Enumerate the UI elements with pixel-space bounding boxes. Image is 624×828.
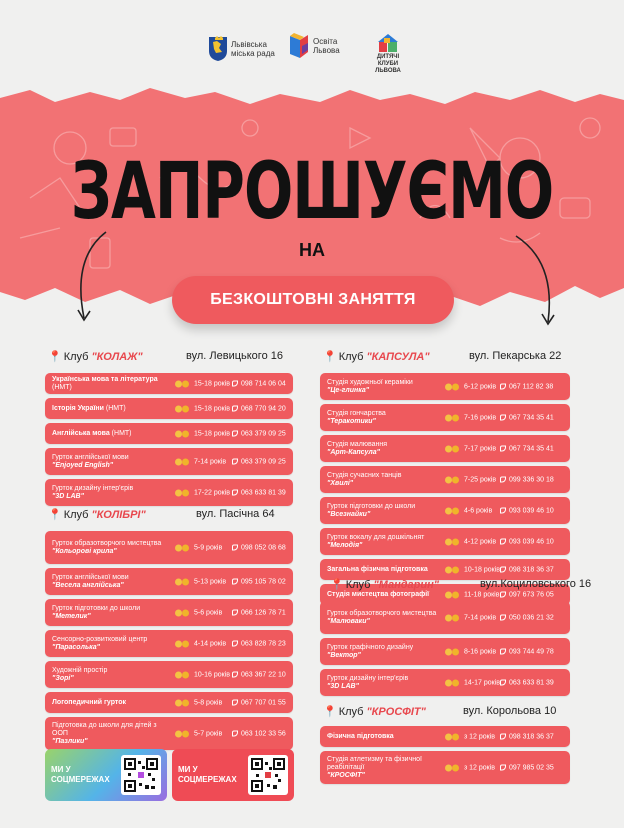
age-text: 5-8 років — [194, 699, 223, 706]
social-text: МИ У СОЦМЕРЕЖАХ — [178, 765, 237, 784]
club-heading-krosfit — [323, 705, 557, 718]
social-box-1[interactable] — [45, 749, 167, 801]
phone-text: 063 379 09 25 — [241, 458, 286, 465]
program-name — [327, 410, 447, 426]
age-text: 17-22 років — [194, 489, 230, 496]
program-name — [327, 566, 447, 574]
age-range — [445, 476, 496, 483]
age-range — [445, 733, 495, 740]
children-icon — [175, 609, 191, 616]
phone-text: 093 039 46 10 — [509, 538, 554, 545]
phone-icon — [500, 539, 506, 545]
children-icon — [445, 733, 461, 740]
phone-icon — [232, 406, 238, 412]
kluby-logo-text: ДИТЯЧІ КЛУБИ ЛЬВОВА — [375, 54, 401, 74]
age-text: 7-25 років — [464, 476, 497, 483]
program-brand-name: "Мелодія" — [327, 541, 363, 549]
program-title: Гурток підготовки до школи — [52, 604, 141, 612]
phone-icon — [500, 477, 506, 483]
age-range — [445, 679, 500, 686]
phone-number[interactable] — [500, 445, 554, 452]
program-name — [52, 722, 172, 746]
program-row — [45, 568, 293, 595]
program-name — [52, 667, 172, 683]
club-address-kapsula: вул. Пекарська 22 — [469, 350, 562, 362]
age-range — [175, 380, 230, 387]
age-text: 15-18 років — [194, 380, 230, 387]
program-name — [52, 574, 172, 590]
age-range — [175, 671, 230, 678]
phone-text: 093 039 46 10 — [509, 507, 554, 514]
program-row — [45, 599, 293, 626]
krosfit-list — [320, 726, 570, 788]
program-title: Студія атлетизму та фізичної реабілітації — [327, 755, 422, 771]
phone-text: 063 367 22 10 — [241, 671, 286, 678]
phone-icon — [500, 567, 506, 573]
program-row — [320, 601, 570, 634]
children-icon — [175, 640, 191, 647]
phone-number[interactable] — [500, 591, 554, 598]
children-icon — [445, 648, 461, 655]
program-brand-name: "Парасолька" — [52, 643, 100, 651]
program-row — [320, 638, 570, 665]
osvita-book-icon — [288, 32, 310, 60]
program-brand-name: "Весела англійська" — [52, 581, 124, 589]
phone-number[interactable] — [232, 489, 286, 496]
program-title: Студія гончарства — [327, 409, 386, 417]
program-name — [327, 534, 447, 550]
program-name — [52, 636, 172, 652]
program-title: Фізична підготовка — [327, 732, 394, 740]
age-range — [175, 640, 226, 647]
program-row — [45, 692, 293, 713]
phone-icon — [232, 579, 238, 585]
program-row — [45, 630, 293, 657]
age-range — [445, 648, 496, 655]
program-title: Гурток вокалу для дошкільнят — [327, 533, 425, 541]
phone-text: 098 318 36 37 — [509, 566, 554, 573]
phone-number[interactable] — [232, 430, 286, 437]
right-curved-arrow-icon — [512, 232, 562, 332]
program-title: Гурток графічного дизайну — [327, 643, 414, 651]
children-icon — [445, 445, 461, 452]
program-name — [327, 756, 447, 780]
age-range — [445, 538, 496, 545]
program-row — [320, 373, 570, 400]
phone-text: 098 052 08 68 — [241, 544, 286, 551]
children-icon — [175, 430, 191, 437]
hero-subtitle-na: НА — [299, 240, 325, 260]
program-row — [320, 497, 570, 524]
location-pin-icon: 📍 — [323, 706, 337, 718]
program-title: Загальна фізична підготовка — [327, 565, 428, 573]
club-heading-kapsula — [323, 350, 562, 363]
phone-text: 066 126 78 71 — [241, 609, 286, 616]
age-range — [445, 614, 496, 621]
age-text: 5-9 років — [194, 544, 223, 551]
age-text: 7-14 років — [194, 458, 227, 465]
program-name — [52, 430, 172, 438]
program-name — [52, 540, 172, 556]
program-title: Студія сучасних танців — [327, 471, 402, 479]
program-title: Художній простір — [52, 666, 108, 674]
club-label: Клуб — [63, 351, 89, 363]
phone-icon — [500, 508, 506, 514]
location-pin-icon: 📍 — [323, 351, 337, 363]
location-pin-icon: 📍 — [330, 579, 344, 591]
age-range — [175, 609, 222, 616]
program-suffix: (НМТ) — [103, 404, 126, 412]
phone-text: 067 734 35 41 — [509, 414, 554, 421]
age-range — [445, 566, 500, 573]
program-name — [52, 454, 172, 470]
phone-number[interactable] — [500, 507, 554, 514]
hero-title: ЗАПРОШУЄМО — [70, 145, 554, 237]
kluby-logo — [366, 32, 410, 75]
age-range — [175, 544, 222, 551]
phone-icon — [232, 490, 238, 496]
program-name — [52, 376, 172, 392]
phone-text: 067 734 35 41 — [509, 445, 554, 452]
phone-number[interactable] — [232, 730, 286, 737]
phone-icon — [232, 431, 238, 437]
program-name — [52, 485, 172, 501]
program-brand-name: "Вектор" — [327, 651, 361, 659]
club-address-krosfit: вул. Корольова 10 — [463, 705, 557, 717]
program-row — [320, 751, 570, 784]
age-text: 4-12 років — [464, 538, 497, 545]
program-title: Українська мова та література — [52, 375, 158, 383]
program-title: Англійська мова — [52, 429, 110, 437]
phone-text: 067 707 01 55 — [241, 699, 286, 706]
location-pin-icon: 📍 — [48, 509, 62, 521]
club-name-kolazh: "КОЛАЖ" — [91, 351, 143, 363]
children-icon — [175, 578, 191, 585]
program-suffix: (НМТ) — [109, 429, 132, 437]
phone-number[interactable] — [500, 764, 554, 771]
club-name-kolibri: "КОЛІБРІ" — [91, 509, 146, 521]
age-range — [175, 430, 230, 437]
program-title: Сенсорно-розвитковий центр — [52, 635, 148, 643]
children-icon — [445, 591, 461, 598]
phone-icon — [500, 734, 506, 740]
children-icon — [175, 458, 191, 465]
program-brand-name: "Це-глинка" — [327, 386, 370, 394]
osvita-logo — [288, 32, 353, 60]
phone-text: 097 985 02 35 — [509, 764, 554, 771]
phone-number[interactable] — [500, 733, 554, 740]
program-name — [327, 472, 447, 488]
mandaryn-list — [320, 601, 570, 700]
phone-number[interactable] — [232, 609, 286, 616]
program-title: Гурток англійської мови — [52, 453, 129, 461]
qr-code-icon[interactable] — [248, 755, 288, 795]
program-name — [52, 605, 172, 621]
phone-text: 099 336 30 18 — [509, 476, 554, 483]
age-text: 7-17 років — [464, 445, 497, 452]
age-text: 10-18 років — [464, 566, 500, 573]
age-range — [175, 730, 222, 737]
program-row — [320, 404, 570, 431]
phone-number[interactable] — [232, 578, 286, 585]
program-name — [327, 733, 447, 741]
phone-number[interactable] — [500, 648, 554, 655]
program-row — [45, 398, 293, 419]
children-icon — [445, 414, 461, 421]
program-brand-name: "Всезнайки" — [327, 510, 371, 518]
phone-number[interactable] — [232, 405, 286, 412]
program-brand-name: "Зорі" — [52, 674, 74, 682]
free-classes-banner: БЕЗКОШТОВНІ ЗАНЯТТЯ — [172, 276, 454, 324]
phone-icon — [500, 384, 506, 390]
kolibri-list — [45, 531, 293, 754]
phone-number[interactable] — [232, 671, 286, 678]
age-text: 4-14 років — [194, 640, 227, 647]
club-name-kapsula: "КАПСУЛА" — [366, 351, 430, 363]
age-range — [445, 591, 499, 598]
age-range — [445, 764, 495, 771]
age-text: 10-16 років — [194, 671, 230, 678]
program-name — [327, 503, 447, 519]
program-name — [52, 405, 172, 413]
phone-icon — [232, 459, 238, 465]
children-icon — [445, 476, 461, 483]
program-brand-name: "Малюваки" — [327, 617, 370, 625]
club-address-kolibri: вул. Пасічна 64 — [196, 508, 275, 520]
phone-text: 098 318 36 37 — [509, 733, 554, 740]
program-brand-name: "3D LAB" — [52, 492, 84, 500]
children-icon — [445, 679, 461, 686]
program-name — [327, 675, 447, 691]
program-brand-name: "3D LAB" — [327, 682, 359, 690]
program-name — [327, 644, 447, 660]
program-row — [45, 448, 293, 475]
program-brand-name: "Теракотики" — [327, 417, 376, 425]
age-text: 5-7 років — [194, 730, 223, 737]
phone-text: 068 770 94 20 — [241, 405, 286, 412]
lviv-logo-text: Львівська міська рада — [231, 40, 275, 58]
children-icon — [175, 489, 191, 496]
phone-number[interactable] — [232, 640, 286, 647]
program-name — [327, 610, 447, 626]
age-range — [175, 458, 226, 465]
children-icon — [445, 538, 461, 545]
age-text: 11-18 років — [464, 591, 500, 598]
program-row — [45, 479, 293, 506]
age-text: 5-6 років — [194, 609, 223, 616]
phone-text: 067 112 82 38 — [509, 383, 554, 390]
children-icon — [175, 730, 191, 737]
left-curved-arrow-icon — [70, 228, 110, 328]
age-range — [445, 414, 496, 421]
age-range — [445, 383, 496, 390]
phone-text: 063 633 81 39 — [241, 489, 286, 496]
phone-text: 098 714 06 04 — [241, 380, 286, 387]
phone-icon — [500, 680, 506, 686]
phone-text: 063 633 81 39 — [509, 679, 554, 686]
program-row — [320, 466, 570, 493]
lviv-city-logo — [208, 36, 281, 62]
club-address-mandaryn: вул.Коциловського 16 — [480, 578, 592, 590]
children-icon — [445, 614, 461, 621]
phone-icon — [500, 649, 506, 655]
phone-text: 093 744 49 78 — [509, 648, 554, 655]
children-icon — [445, 566, 461, 573]
children-icon — [175, 380, 191, 387]
program-brand-name: "Кольорові крила" — [52, 547, 117, 555]
phone-text: 063 102 33 56 — [241, 730, 286, 737]
social-box-2[interactable] — [172, 749, 294, 801]
phone-icon — [500, 592, 506, 598]
program-title: Гурток англійської мови — [52, 573, 129, 581]
kapsula-list — [320, 373, 570, 609]
program-suffix: (НМТ) — [52, 383, 72, 391]
phone-icon — [232, 731, 238, 737]
phone-text: 095 105 78 02 — [241, 578, 286, 585]
age-text: 6-12 років — [464, 383, 497, 390]
program-row — [45, 531, 293, 564]
phone-text: 050 036 21 32 — [509, 614, 554, 621]
phone-number[interactable] — [232, 380, 286, 387]
age-text: 4-6 років — [464, 507, 493, 514]
phone-icon — [500, 446, 506, 452]
program-title: Студія художньої кераміки — [327, 378, 413, 386]
program-title: Гурток образотворчого мистецтва — [52, 539, 162, 547]
club-heading-mandaryn — [330, 578, 592, 591]
phone-icon — [232, 610, 238, 616]
children-icon — [445, 764, 461, 771]
program-title: Студія малювання — [327, 440, 388, 448]
phone-number[interactable] — [500, 566, 554, 573]
age-text: 15-18 років — [194, 405, 230, 412]
program-brand-name: "Арт-Капсула" — [327, 448, 380, 456]
age-range — [175, 405, 230, 412]
age-text: 14-17 років — [464, 679, 500, 686]
phone-icon — [500, 615, 506, 621]
phone-number[interactable] — [232, 458, 286, 465]
phone-icon — [232, 672, 238, 678]
program-row — [45, 661, 293, 688]
phone-icon — [232, 381, 238, 387]
program-title: Історія України — [52, 404, 104, 412]
age-text: 7-14 років — [464, 614, 497, 621]
phone-number[interactable] — [500, 538, 554, 545]
program-row — [320, 435, 570, 462]
program-title: Гурток підготовки до школи — [327, 502, 416, 510]
phone-number[interactable] — [232, 544, 286, 551]
program-row — [320, 669, 570, 696]
children-icon — [175, 699, 191, 706]
header-logos — [0, 30, 624, 80]
social-text: МИ У СОЦМЕРЕЖАХ — [51, 765, 110, 784]
phone-icon — [232, 700, 238, 706]
phone-number[interactable] — [500, 614, 554, 621]
children-icon — [175, 544, 191, 551]
age-text: 5-13 років — [194, 578, 227, 585]
age-range — [175, 489, 230, 496]
phone-icon — [500, 415, 506, 421]
age-range — [175, 699, 222, 706]
program-brand-name: "Хвилі" — [327, 479, 354, 487]
age-text: 7-16 років — [464, 414, 497, 421]
club-heading-kolazh — [48, 350, 283, 363]
phone-number[interactable] — [232, 699, 286, 706]
program-title: Гурток дизайну інтер'єрів — [52, 484, 134, 492]
program-row — [45, 717, 293, 750]
program-row — [320, 559, 570, 580]
children-icon — [175, 405, 191, 412]
program-row — [320, 726, 570, 747]
phone-number[interactable] — [500, 679, 554, 686]
program-brand-name: "Пазлики" — [52, 737, 88, 745]
age-text: 8-16 років — [464, 648, 497, 655]
phone-icon — [232, 641, 238, 647]
phone-text: 097 673 76 05 — [509, 591, 554, 598]
program-name — [52, 699, 172, 707]
program-name — [327, 441, 447, 457]
phone-number[interactable] — [500, 414, 554, 421]
club-heading-kolibri — [48, 508, 275, 521]
phone-icon — [232, 545, 238, 551]
age-text: 15-18 років — [194, 430, 230, 437]
program-row — [320, 528, 570, 555]
program-name — [327, 379, 447, 395]
club-name-krosfit: "КРОСФІТ" — [366, 706, 426, 718]
club-label: Клуб — [345, 579, 371, 591]
club-label: Клуб — [338, 351, 364, 363]
kolazh-list — [45, 373, 293, 510]
program-title: Гурток дизайну інтер'єрів — [327, 674, 409, 682]
phone-number[interactable] — [500, 383, 553, 390]
program-brand-name: "КРОСФІТ" — [327, 771, 365, 779]
age-range — [445, 507, 492, 514]
location-pin-icon: 📍 — [48, 351, 62, 363]
phone-text: 063 828 78 23 — [241, 640, 286, 647]
age-text: з 12 років — [464, 764, 496, 771]
program-title: Підготовка до школи для дітей з ООП — [52, 721, 157, 737]
osvita-logo-text: Освіта Львова — [313, 37, 340, 55]
children-icon — [445, 383, 461, 390]
club-label: Клуб — [63, 509, 89, 521]
house-icon — [375, 32, 401, 54]
children-icon — [175, 671, 191, 678]
club-address-kolazh: вул. Левицького 16 — [186, 350, 283, 362]
program-title: Логопедичний гурток — [52, 698, 127, 706]
club-label: Клуб — [338, 706, 364, 718]
program-brand-name: "Enjoyed English" — [52, 461, 114, 469]
age-range — [175, 578, 226, 585]
phone-text: 063 379 09 25 — [241, 430, 286, 437]
age-text: з 12 років — [464, 733, 496, 740]
program-title: Гурток образотворчого мистецтва — [327, 609, 437, 617]
phone-number[interactable] — [500, 476, 554, 483]
club-name-mandaryn: "Мандарин" — [373, 579, 439, 591]
program-row — [45, 373, 293, 394]
program-brand-name: "Метелик" — [52, 612, 91, 620]
children-icon — [445, 507, 461, 514]
lviv-coat-of-arms-icon — [208, 36, 228, 62]
program-row — [45, 423, 293, 444]
qr-code-icon[interactable] — [121, 755, 161, 795]
age-range — [445, 445, 496, 452]
program-name — [327, 591, 447, 599]
program-title: Студія мистецтва фотографії — [327, 590, 430, 598]
phone-icon — [500, 765, 506, 771]
